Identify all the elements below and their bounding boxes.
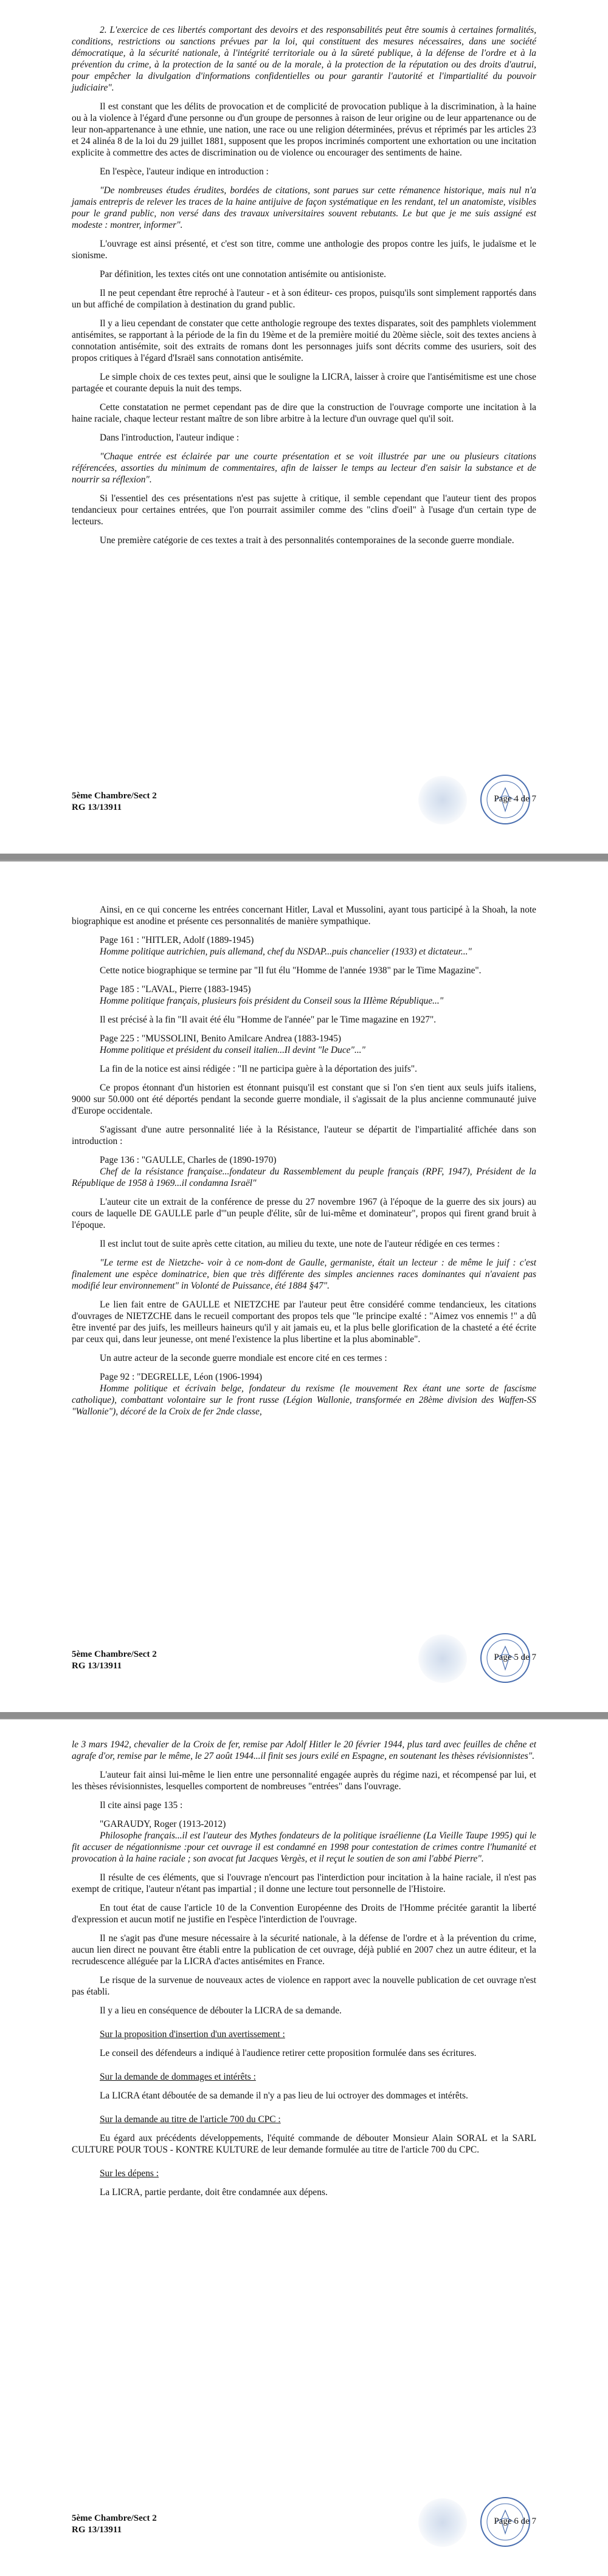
citation-entry <box>72 1818 536 1865</box>
paragraph: 2. L'exercice de ces libertés comportant des devoirs et des responsabilités peut être soumis à certaines formalités, conditions, restrictions ou sanctions prévues par la loi, qui constituent des mesures nécessaires, dans une société démocratique, à la sécurité nationale, à l'intégrité territoriale ou à la sûreté publique, à la défense de l'ordre et à la prévention du crime, à la protection de la santé ou de la morale, à la protection de la réputation ou des droits d'autrui, pour empêcher la divulgation d'informations confidentielles ou pour garantir l'autorité et l'impartialité du pouvoir judiciaire". <box>72 25 536 93</box>
citation-head: "GARAUDY, Roger (1913-2012) <box>100 1819 226 1829</box>
page-footer <box>72 779 536 828</box>
quotation: "Chaque entrée est éclairée par une courte présentation et se voit illustrée par une ou plusieurs citations référencées, assorties du minimum de commentaires, afin de laisser le temps au lecteur d'en saisir la substance et de nourrir sa réflexion". <box>72 451 536 485</box>
paragraph: Par définition, les textes cités ont une connotation antisémite ou antisioniste. <box>100 269 387 279</box>
paragraph: Un autre acteur de la seconde guerre mondiale est encore cité en ces termes : <box>100 1353 387 1363</box>
paragraph: Dans l'introduction, l'auteur indique : <box>100 433 240 443</box>
paragraph: Une première catégorie de ces textes a trait à des personnalités contemporaines de la seconde guerre mondiale. <box>100 535 514 546</box>
paragraph: Il est précisé à la fin "Il avait été élu "Homme de l'année" par le Time magazine en 1927". <box>100 1015 437 1025</box>
citation-body: Philosophe français...il est l'auteur des Mythes fondateurs de la politique israélienne (La Vieille Taupe 1995) qui le fit accuser de négationnisme :pour cet ouvrage il est condamné en 1998 pour contestation de crimes contre l'humanité et provocation à la haine raciale ; son avocat fut Jacques Vergès, et il reçut le soutien de son ami l'abbé Pierre". <box>72 1831 536 1864</box>
blurred-stamp <box>418 776 467 824</box>
document-page-5 <box>0 862 608 1712</box>
chamber-name: 5ème Chambre/Sect 2 <box>72 791 157 801</box>
citation-body: Homme politique et écrivain belge, fondateur du rexisme (le mouvement Rex étant une sorte de fascisme catholique), combattant volontaire sur le front russe (Légion Wallonie, transformée en 28ème division des Waffen-SS "Wallonie"), décoré de la Croix de fer 2nde classe, <box>72 1383 536 1417</box>
citation-entry <box>72 1371 536 1417</box>
paragraph: Le conseil des défendeurs a indiqué à l'audience retirer cette proposition formulée dans ses écritures. <box>100 2048 477 2058</box>
paragraph: Si l'essentiel des ces présentations n'est pas sujette à critique, il semble cependant que l'auteur tient des propos tendancieux pour certaines entrées, que l'on pourrait assimiler comme des "clins d'oeil" à l'usage d'un certain type de lecteurs. <box>72 493 536 527</box>
page-footer <box>72 2502 536 2550</box>
citation-body: Homme politique et président du conseil italien...Il devint "le Duce"..." <box>100 1045 365 1055</box>
case-number: RG 13/13911 <box>72 1661 122 1671</box>
document-page-4 <box>0 0 608 854</box>
citation-body: Chef de la résistance française...fondateur du Rassemblement du peuple français (RPF, 1947), Président de la République de 1958 à 1969...il condamna Israël" <box>72 1166 536 1188</box>
section-heading: Sur la demande de dommages et intérêts : <box>100 2072 256 2082</box>
paragraph: Cette notice biographique se termine par "Il fut élu "Homme de l'année 1938" par le Time Magazine". <box>100 965 482 976</box>
citation-continuation: le 3 mars 1942, chevalier de la Croix de fer, remise par Adolf Hitler le 20 février 1944, plus tard avec feuilles de chêne et agrafe d'or, remise par le même, le 27 août 1944...il finit ses jours exilé en Espagne, en soutenant les thèses révisionnistes". <box>72 1739 536 1761</box>
citation-body: Homme politique autrichien, puis allemand, chef du NSDAP...puis chancelier (1933) et dictateur..." <box>100 947 472 957</box>
blurred-stamp <box>418 2498 467 2547</box>
page-body <box>72 1719 536 2198</box>
paragraph: L'ouvrage est ainsi présenté, et c'est son titre, comme une anthologie des propos contre les juifs, le judaïsme et le sionisme. <box>72 239 536 261</box>
paragraph: La fin de la notice est ainsi rédigée : "Il ne participa guère à la déportation des juifs". <box>100 1064 417 1074</box>
paragraph: Il est inclut tout de suite après cette citation, au milieu du texte, une note de l'auteur rédigée en ces termes : <box>100 1239 500 1249</box>
paragraph: Ainsi, en ce qui concerne les entrées concernant Hitler, Laval et Mussolini, ayant tous participé à la Shoah, la note biographique est anodine et présente ces personnalités de manière sympathique. <box>72 905 536 927</box>
chamber-label <box>72 1649 157 1672</box>
chamber-name: 5ème Chambre/Sect 2 <box>72 2513 157 2523</box>
page-body <box>72 862 536 1417</box>
citation-head: Page 225 : "MUSSOLINI, Benito Amilcare Andrea (1883-1945) <box>100 1033 341 1044</box>
citation-head: Page 161 : "HITLER, Adolf (1889-1945) <box>100 935 254 945</box>
chamber-label <box>72 790 157 814</box>
section-heading: Sur les dépens : <box>100 2168 159 2179</box>
page-number: Page 5 de 7 <box>494 1653 536 1662</box>
paragraph: L'auteur cite un extrait de la conférence de presse du 27 novembre 1967 (à l'époque de la guerre des six jours) au cours de laquelle DE GAULLE parle d'"un peuple d'élite, sûr de lui-même et dominateur", propos qui firent grand bruit à l'époque. <box>72 1197 536 1230</box>
page-number: Page 4 de 7 <box>494 794 536 804</box>
page-footer <box>72 1638 536 1687</box>
section-heading: Sur la demande au titre de l'article 700 du CPC : <box>100 2114 281 2125</box>
paragraph: Ce propos étonnant d'un historien est étonnant puisqu'il est constant que si l'on s'en tient aux seuls juifs italiens, 9000 sur 50.000 ont été déportés pendant la seconde guerre mondiale, il s'agissait de la plus ancienne communauté juive d'Europe occidentale. <box>72 1083 536 1116</box>
quotation: "De nombreuses études érudites, bordées de citations, sont parues sur cette rémanence historique, mais nul n'a jamais entrepris de relever les traces de la haine antijuive de façon systématique en les rendant, tel un anatomiste, visibles pour le grand public, non versé dans des travaux universitaires souvent rebutants. Le but que je me suis assigné est modeste : montrer, informer". <box>72 185 536 230</box>
paragraph: Le simple choix de ces textes peut, ainsi que le souligne la LICRA, laisser à croire que l'antisémitisme est une chose partagée et courante depuis la nuit des temps. <box>72 372 536 394</box>
paragraph: Le risque de la survenue de nouveaux actes de violence en rapport avec la nouvelle publication de cet ouvrage n'est pas établi. <box>72 1975 536 1997</box>
paragraph: Il ne s'agit pas d'une mesure nécessaire à la sécurité nationale, à la défense de l'ordre et à la prévention du crime, aucun lien direct ne pouvant être établi entre la publication de cet ouvrage, déjà publié en 2007 chez un autre éditeur, et la recrudescence alléguée par la LICRA d'actes antisémites en France. <box>72 1933 536 1967</box>
page-separator <box>0 1712 608 1718</box>
paragraph: Cette constatation ne permet cependant pas de dire que la construction de l'ouvrage comporte une incitation à la haine raciale, chaque lecteur restant maître de son libre arbitre à la lecture d'un ouvrage quel qu'il soit. <box>72 402 536 424</box>
paragraph: Eu égard aux précédents développements, l'équité commande de débouter Monsieur Alain SORAL et la SARL CULTURE POUR TOUS - KONTRE KULTURE de leur demande formulée au titre de l'article 700 du CPC. <box>72 2133 536 2155</box>
citation-entry <box>72 1154 536 1189</box>
section-heading: Sur la proposition d'insertion d'un avertissement : <box>100 2029 285 2040</box>
page-number: Page 6 de 7 <box>494 2516 536 2526</box>
case-number: RG 13/13911 <box>72 2525 122 2535</box>
document-page-6 <box>0 1719 608 2576</box>
citation-head: Page 136 : "GAULLE, Charles de (1890-1970) <box>100 1155 277 1165</box>
paragraph: Il cite ainsi page 135 : <box>100 1800 183 1810</box>
page-separator <box>0 854 608 860</box>
paragraph: Il est constant que les délits de provocation et de complicité de provocation publique à la discrimination, à la haine ou à la violence à l'égard d'une personne ou d'un groupe de personnes à raison de leur origine ou de leur appartenance ou de leur non-appartenance à une ethnie, une nation, une race ou une religion déterminées, prévus et réprimés par les articles 23 et 24 alinéa 8 de la loi du 29 juillet 1881, supposent que les propos incriminés comportent une exhortation ou une incitation explicite à commettre des actes de discrimination ou de violence ou encourager des sentiments de haine. <box>72 101 536 158</box>
paragraph: Il y a lieu en conséquence de débouter la LICRA de sa demande. <box>100 2006 342 2016</box>
blurred-stamp <box>418 1634 467 1683</box>
quotation: "Le terme est de Nietzche- voir à ce nom-dont de Gaulle, germaniste, était un lecteur : de même le juif : c'est finalement une espèce dominatrice, bien que très différente des simples anciennes races dominantes qui n'avaient pas modifié leur environnement" in Volonté de Puissance, été 1884 §47". <box>72 1258 536 1291</box>
paragraph: Il ne peut cependant être reproché à l'auteur - et à son éditeur- ces propos, puisqu'ils sont simplement rapportés dans un but affiché de compilation à destination du grand public. <box>72 288 536 310</box>
citation-entry <box>72 934 536 957</box>
citation-head: Page 185 : "LAVAL, Pierre (1883-1945) <box>100 984 251 995</box>
paragraph: Il résulte de ces éléments, que si l'ouvrage n'encourt pas l'interdiction pour incitation à la haine raciale, il n'est pas exempt de critique, l'auteur n'étant pas impartial ; il donne une lecture tout personnelle de l'Histoire. <box>72 1872 536 1894</box>
paragraph: L'auteur fait ainsi lui-même le lien entre une personnalité engagée auprès du régime nazi, et récompensé par lui, et les thèses révisionnistes, lesquelles comportent de nombreuses "entrées" dans l'ouvrage. <box>72 1770 536 1792</box>
page-body <box>72 0 536 546</box>
paragraph: La LICRA, partie perdante, doit être condamnée aux dépens. <box>100 2187 328 2197</box>
citation-body: Homme politique français, plusieurs fois président du Conseil sous la IIIème République..." <box>100 996 444 1006</box>
paragraph: S'agissant d'une autre personnalité liée à la Résistance, l'auteur se départit de l'impartialité affichée dans son introduction : <box>72 1125 536 1146</box>
citation-entry <box>72 1033 536 1056</box>
chamber-label <box>72 2513 157 2536</box>
citation-head: Page 92 : "DEGRELLE, Léon (1906-1994) <box>100 1372 263 1382</box>
citation-entry <box>72 984 536 1007</box>
paragraph: En l'espèce, l'auteur indique en introduction : <box>100 166 269 177</box>
case-number: RG 13/13911 <box>72 803 122 812</box>
paragraph: La LICRA étant déboutée de sa demande il n'y a pas lieu de lui octroyer des dommages et intérêts. <box>100 2091 468 2101</box>
paragraph: Le lien fait entre de GAULLE et NIETZCHE par l'auteur peut être considéré comme tendancieux, les citations d'ouvrages de NIETZCHE dans le recueil comportant des propos tels que "le principe exalté : "Aimez vos ennemis !" a dû être inventé par des juifs, les meilleurs haineurs qu'il y ait jamais eu, et la plus belle glorification de la chasteté a été écrite par ceux qui, dans leur jeunesse, ont mené l'existence la plus libertine et la plus abominable". <box>72 1300 536 1345</box>
paragraph: Il y a lieu cependant de constater que cette anthologie regroupe des textes disparates, soit des pamphlets violemment antisémites, se rapportant à la période de la fin du 19ème et de la première moitié du 20ème siècle, soit des textes anciens à connotation antisémite, soit des extraits de romans dont les personnages juifs sont décrits comme des usuriers, soit des propos critiques à l'égard d'Israël sans connotation antisémite. <box>72 318 536 363</box>
paragraph: En tout état de cause l'article 10 de la Convention Européenne des Droits de l'Homme précitée garantit la liberté d'expression et aucun motif ne justifie en l'espèce l'interdiction de l'ouvrage. <box>72 1903 536 1925</box>
chamber-name: 5ème Chambre/Sect 2 <box>72 1649 157 1659</box>
